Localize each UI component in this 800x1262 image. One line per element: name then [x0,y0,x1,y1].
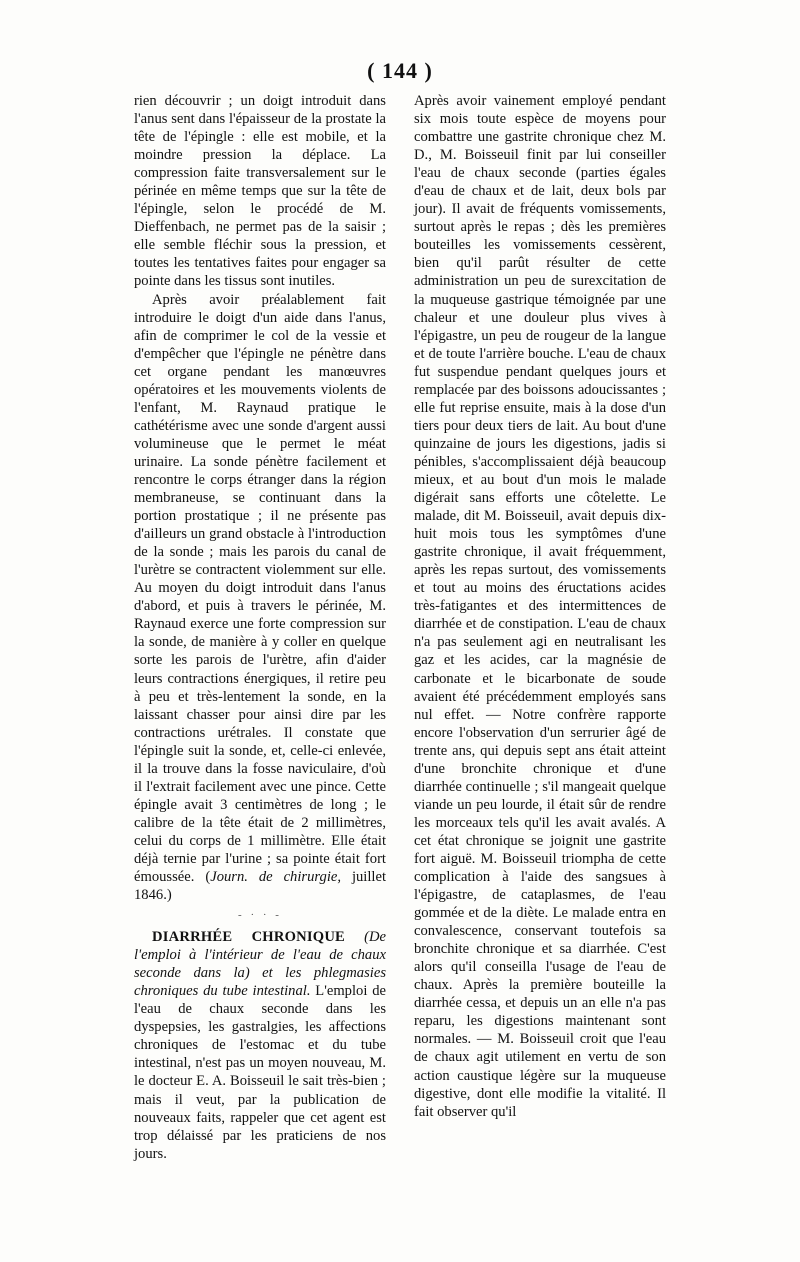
section-paragraph [134,928,386,1163]
section-subtitle: (De l'emploi à l'intérieur de l'eau de chaux seconde dans la) et les phlegmasies chroniques du tube intestinal. [134,929,386,1000]
page-number: ( 144 ) [367,58,433,83]
right-column [414,92,666,1121]
paragraph: Après avoir vainement employé pendant six mois toute espèce de moyens pour combattre une gastrite chronique chez M. D., M. Boisseuil finit par lui conseiller l'eau de chaux seconde (parties égales d'eau de chaux et de lait, deux bols par jour). Il avait de fréquents vomissements, surtout après le repas ; dès les premières bouteilles les vomissements cessèrent, bien qu'il parût résulter de cette administration un peu de surexcitation de la muqueuse gastrique témoignée par une chaleur et une douleur plus vives à l'épigastre, un peu de rougeur de la langue et de toute l'arrière bouche. L'eau de chaux fut suspendue pendant quelques jours et remplacée par des boissons adoucissantes ; elle fut reprise ensuite, mais à la dose d'un tiers pour deux tiers de lait. Au bout d'une quinzaine de jours les digestions, jadis si pénibles, s'accomplissaient déjà beaucoup mieux, et au bout d'un mois le malade digérait sans efforts une côtelette. Le malade, dit M. Boisseuil, avait depuis dix-huit mois tous les symptômes d'une gastrite chronique, il avait fréquemment, après les repas surtout, des vomissements et tout au moins des éructations acides très-fatigantes et des intermittences de diarrhée et de constipation. L'eau de chaux n'a pas seulement agi en neutralisant les gaz et les acides, car la magnésie de carbonate et le bicarbonate de soude avaient été précédemment employés sans nul effet. — Notre confrère rapporte encore l'observation d'un serrurier âgé de trente ans, qui depuis sept ans était atteint d'une bronchite chronique et d'une diarrhée continuelle ; s'il mangeait quelque viande un peu lourde, il était sûr de rendre les morceaux tels qu'il les avait avalés. A cet état chronique se joignit une gastrite fort aiguë. M. Boisseuil triompha de cette complication à l'aide des sangsues à l'épigastre, de cataplasmes, de l'eau gommée et de la diète. Le malade entra en convalescence, conservant toutefois sa bronchite chronique et sa diarrhée. C'est alors qu'il conseilla l'usage de l'eau de chaux. Après la première bouteille la diarrhée cessa, et depuis un an elle n'a pas reparu, les digestions maintenant sont normales. — M. Boisseuil croit que l'eau de chaux agit utilement en vertu de son action caustique légère sur la muqueuse digestive, dont elle modifie la vitalité. Il fait observer qu'il [414,93,666,1120]
paragraph-text: L'emploi de l'eau de chaux seconde dans les dyspepsies, les gastralgies, les affections chroniques de l'estomac et du tube intestinal, n'est pas un moyen nouveau, M. le docteur E. A. Boisseuil le sait très-bien ; mais il veut, par la publication de nouveaux faits, rappeler que cet agent est trop délaissé par les praticiens de nos jours. [134,983,386,1162]
paragraph [134,291,386,905]
section-separator: - · · - [238,909,282,922]
source-journal: Journ. de chirurgie, [210,869,341,886]
left-column [134,92,386,1163]
source-open: ( [205,869,211,886]
paragraph-text: Après avoir préalablement fait introduire le doigt d'un aide dans l'anus, afin de comprimer le col de la vessie et d'empêcher que l'épingle ne pénètre dans cet organe pendant les manœuvres opératoires et les mouvements violents de l'enfant, M. Raynaud pratique le cathétérisme avec une sonde d'argent aussi volumineuse que le permet le méat urinaire. La sonde pénètre facilement et rencontre le corps étranger dans la région membraneuse, se continuant dans la portion prostatique ; il ne présente pas d'ailleurs un grand obstacle à l'introduction de la sonde ; mais les parois du canal de l'urètre se contractent violemment sur elle. Au moyen du doigt introduit dans l'anus d'abord, et puis à travers le périnée, M. Raynaud exerce une forte compression sur la sonde, de manière à y coller en quelque sorte les parois de l'urètre, afin d'aider leurs contractions énergiques, il retire peu à peu et très-lentement la sonde, en la laissant chasser pour ainsi dire par les contractions urétrales. Il constate que l'épingle suit la sonde, et, celle-ci enlevée, il la trouve dans la fosse naviculaire, d'où il l'extrait facilement avec une pince. Cette épingle avait 3 centimètres de long ; le calibre de la tête était de 2 millimètres, celui du corps de 1 millimètre. Elle était déjà ternie par l'urine ; sa pointe était fort émoussée. [134,291,386,886]
paragraph: rien découvrir ; un doigt introduit dans l'anus sent dans l'épaisseur de la prostate la tête de l'épingle : elle est mobile, et la moindre pression la déplace. La compression faite transversalement sur le périnée en même temps que sur la tête de l'épingle, selon le procédé de M. Dieffenbach, ne permet pas de la saisir ; elle semble fléchir sous la pression, et toutes les tentatives faites pour engager sa pointe dans les tissus sont inutiles. [134,93,386,290]
source-date: juillet 1846.) [134,869,386,904]
section-heading: DIARRHÉE CHRONIQUE [152,929,345,946]
